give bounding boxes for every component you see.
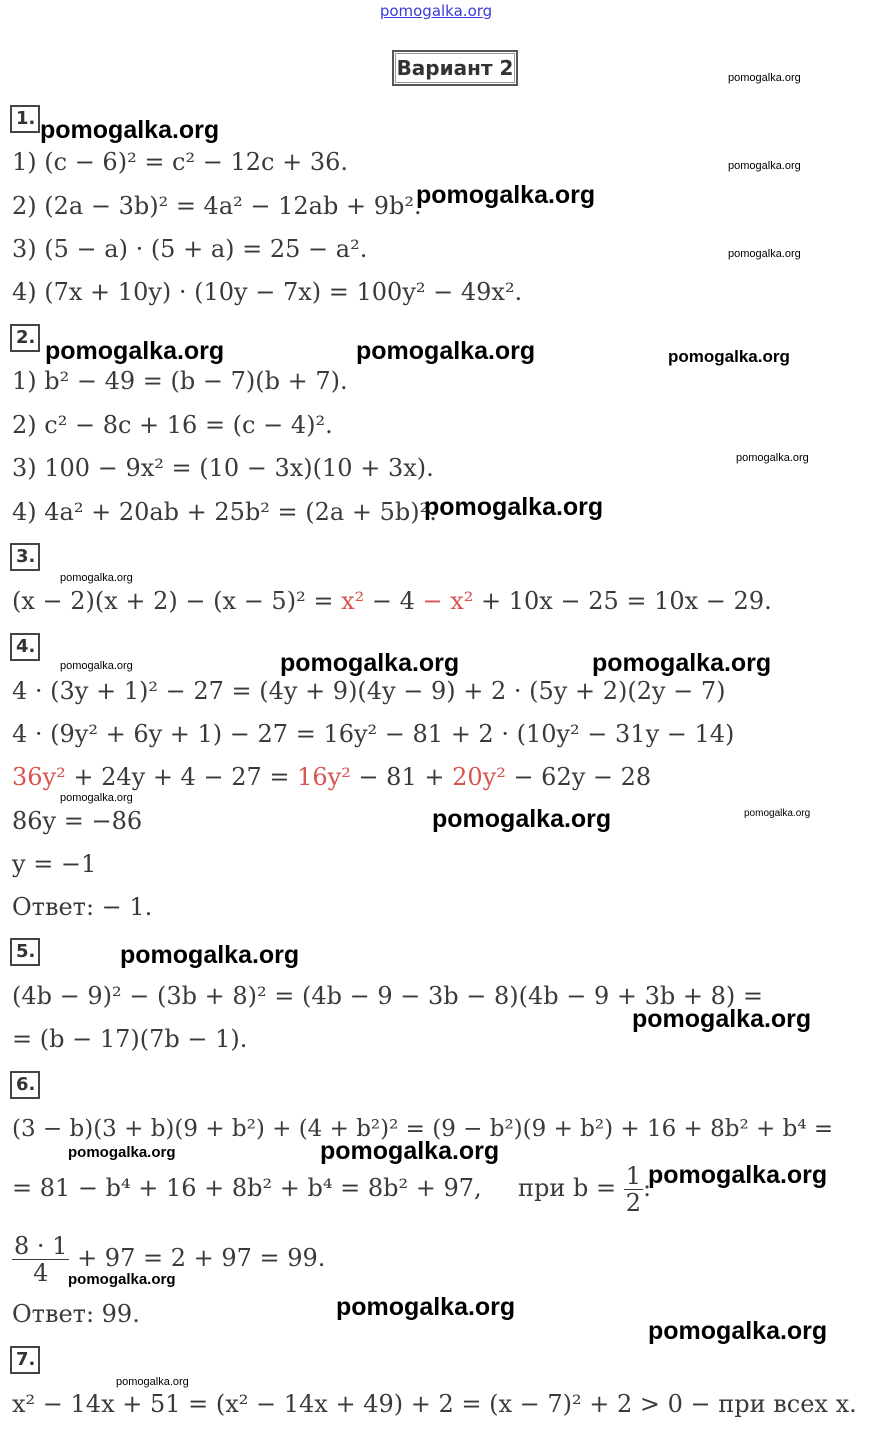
task4-line1: 4 · (3y + 1)² − 27 = (4y + 9)(4y − 9) + 2 · (5y + 2)(2y − 7) bbox=[12, 677, 726, 705]
task1-line4: 4) (7x + 10y) · (10y − 7x) = 100y² − 49x². bbox=[12, 278, 523, 306]
task6-cond-end: : bbox=[643, 1174, 652, 1202]
task-number-2: 2. bbox=[10, 324, 40, 352]
watermark: pomogalka.org bbox=[116, 1376, 189, 1388]
task1-line1: 1) (c − 6)² = c² − 12c + 36. bbox=[12, 148, 348, 176]
watermark: pomogalka.org bbox=[416, 181, 596, 209]
page-title: Вариант 2 bbox=[392, 50, 518, 86]
watermark: pomogalka.org bbox=[736, 452, 809, 464]
watermark: pomogalka.org bbox=[632, 1005, 812, 1033]
watermark: pomogalka.org bbox=[648, 1161, 828, 1189]
task2-line4: 4) 4a² + 20ab + 25b² = (2a + 5b)². bbox=[12, 498, 437, 526]
task1-line2: 2) (2a − 3b)² = 4a² − 12ab + 9b². bbox=[12, 192, 422, 220]
watermark: pomogalka.org bbox=[40, 116, 220, 144]
task3-part2: − 4 bbox=[364, 587, 423, 615]
task4-part3: − 62y − 28 bbox=[505, 763, 652, 791]
watermark: pomogalka.org bbox=[120, 941, 300, 969]
watermark: pomogalka.org bbox=[592, 649, 772, 677]
watermark: pomogalka.org bbox=[424, 493, 604, 521]
task1-line3: 3) (5 − a) · (5 + a) = 25 − a². bbox=[12, 235, 368, 263]
task6-frac-num: 8 · 1 bbox=[14, 1231, 68, 1260]
watermark: pomogalka.org bbox=[728, 72, 801, 84]
task6-answer: Ответ: 99. bbox=[12, 1300, 140, 1328]
watermark: pomogalka.org bbox=[68, 1271, 176, 1288]
watermark: pomogalka.org bbox=[45, 337, 225, 365]
task4-part1: + 24y + 4 − 27 = bbox=[65, 763, 298, 791]
watermark: pomogalka.org bbox=[728, 160, 801, 172]
task6-line2: = 81 − b⁴ + 16 + 8b² + b⁴ = 8b² + 97, bbox=[12, 1174, 482, 1202]
watermark: pomogalka.org bbox=[648, 1317, 828, 1345]
task-number-4: 4. bbox=[10, 633, 40, 661]
task7-line: x² − 14x + 51 = (x² − 14x + 49) + 2 = (x − 7)² + 2 > 0 − при всех x. bbox=[12, 1390, 857, 1418]
watermark: pomogalka.org bbox=[336, 1293, 516, 1321]
task4-line2: 4 · (9y² + 6y + 1) − 27 = 16y² − 81 + 2 · (10y² − 31y − 14) bbox=[12, 720, 735, 748]
task4-red1: 36y² bbox=[12, 763, 66, 791]
watermark: pomogalka.org bbox=[60, 572, 133, 584]
task6-line1: (3 − b)(3 + b)(9 + b²) + (4 + b²)² = (9 − b²)(9 + b²) + 16 + 8b² + b⁴ = bbox=[12, 1116, 834, 1142]
watermark: pomogalka.org bbox=[668, 347, 790, 366]
task3-line bbox=[12, 586, 772, 616]
task5-line2: = (b − 17)(7b − 1). bbox=[12, 1025, 248, 1053]
task6-cond-fraction bbox=[624, 1163, 643, 1217]
task6-line3-rest: + 97 = 2 + 97 = 99. bbox=[69, 1244, 326, 1272]
task4-red3: 20y² bbox=[452, 763, 506, 791]
task6-condition bbox=[518, 1158, 651, 1218]
task6-fraction bbox=[12, 1233, 69, 1287]
task-number-7: 7. bbox=[10, 1346, 40, 1374]
watermark: pomogalka.org bbox=[728, 248, 801, 260]
watermark: pomogalka.org bbox=[280, 649, 460, 677]
task2-line3: 3) 100 − 9x² = (10 − 3x)(10 + 3x). bbox=[12, 454, 434, 482]
watermark: pomogalka.org bbox=[744, 808, 811, 819]
task3-part1: (x − 2)(x + 2) − (x − 5)² = bbox=[12, 587, 342, 615]
task4-line5: y = −1 bbox=[12, 850, 97, 878]
task3-part3: + 10x − 25 = 10x − 29. bbox=[473, 587, 772, 615]
task-number-3: 3. bbox=[10, 543, 40, 571]
task-number-1: 1. bbox=[10, 105, 40, 133]
task-number-5: 5. bbox=[10, 938, 40, 966]
watermark: pomogalka.org bbox=[356, 337, 536, 365]
watermark: pomogalka.org bbox=[68, 1144, 176, 1161]
task3-red2: − x² bbox=[422, 587, 474, 615]
watermark: pomogalka.org bbox=[432, 805, 612, 833]
task6-frac-den: 4 bbox=[33, 1259, 49, 1287]
task2-line2: 2) c² − 8c + 16 = (c − 4)². bbox=[12, 411, 333, 439]
task3-red1: x² bbox=[341, 587, 365, 615]
task6-cond-den: 2 bbox=[625, 1189, 641, 1217]
site-link[interactable]: pomogalka.org bbox=[379, 2, 493, 20]
task4-answer: Ответ: − 1. bbox=[12, 893, 153, 921]
task4-line3 bbox=[12, 762, 651, 792]
task4-part2: − 81 + bbox=[350, 763, 453, 791]
task-number-6: 6. bbox=[10, 1071, 40, 1099]
watermark: pomogalka.org bbox=[60, 660, 133, 672]
task2-line1: 1) b² − 49 = (b − 7)(b + 7). bbox=[12, 367, 348, 395]
task6-cond-text: при b = bbox=[518, 1174, 624, 1202]
task4-red2: 16y² bbox=[297, 763, 351, 791]
watermark: pomogalka.org bbox=[60, 792, 133, 804]
task5-line1: (4b − 9)² − (3b + 8)² = (4b − 9 − 3b − 8)(4b − 9 + 3b + 8) = bbox=[12, 982, 763, 1010]
watermark: pomogalka.org bbox=[320, 1137, 500, 1165]
task4-line4: 86y = −86 bbox=[12, 807, 143, 835]
task6-cond-num: 1 bbox=[625, 1161, 641, 1190]
